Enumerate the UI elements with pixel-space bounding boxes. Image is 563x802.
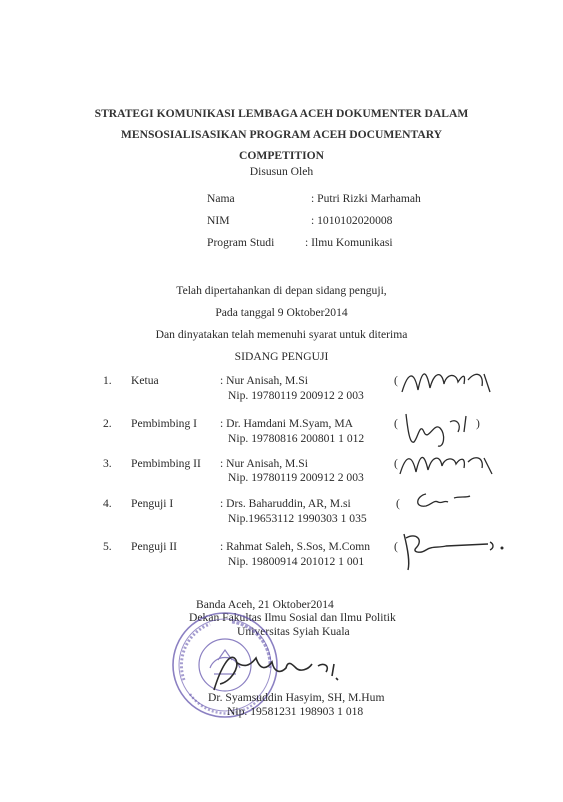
sig-open-paren: (: [394, 417, 398, 430]
place-date: Banda Aceh, 21 Oktober2014: [196, 598, 334, 611]
examiner-role: Pembimbing II: [131, 457, 201, 470]
title-line-2: MENSOSIALISASIKAN PROGRAM ACEH DOCUMENTARY: [120, 128, 443, 141]
examiner-no: 2.: [103, 417, 112, 430]
student-label-name: Nama: [207, 192, 235, 205]
signature-penguji-2: [398, 526, 508, 572]
examiner-role: Pembimbing I: [131, 417, 198, 430]
sig-open-paren: (: [394, 540, 398, 553]
student-label-nim: NIM: [207, 214, 230, 227]
statement-line-3: Dan dinyatakan telah memenuhi syarat untuk diterima: [155, 328, 408, 341]
examiner-no: 1.: [103, 374, 112, 387]
title-line-3: COMPETITION: [238, 149, 325, 162]
student-label-program: Program Studi: [207, 236, 275, 249]
statement-line-1: Telah dipertahankan di depan sidang penguji,: [176, 284, 387, 297]
dean-name: Dr. Syamsuddin Hasyim, SH, M.Hum: [208, 691, 385, 704]
student-value-name: : Putri Rizki Marhamah: [311, 192, 421, 205]
examiner-name: : Rahmat Saleh, S.Sos, M.Comn: [220, 540, 371, 553]
examiner-name: : Nur Anisah, M.Si: [220, 374, 308, 387]
examiner-no: 4.: [103, 497, 112, 510]
thesis-title: [60, 103, 503, 166]
examiner-name: : Nur Anisah, M.Si: [220, 457, 308, 470]
sig-open-paren: (: [396, 497, 400, 510]
examiner-role: Penguji II: [131, 540, 178, 553]
examiner-no: 3.: [103, 457, 112, 470]
student-value-nim: : 1010102020008: [311, 214, 393, 227]
examiner-no: 5.: [103, 540, 112, 553]
examiner-nip: Nip. 19800914 201012 1 001: [228, 555, 365, 568]
examiner-nip: Nip. 19780119 200912 2 003: [228, 471, 364, 484]
dean-position: Dekan Fakultas Ilmu Sosial dan Ilmu Politik: [189, 611, 396, 624]
disusun-oleh: Disusun Oleh: [249, 165, 314, 178]
examiner-nip: Nip. 19780119 200912 2 003: [228, 389, 364, 402]
examiner-role: Penguji I: [131, 497, 174, 510]
student-value-program: : Ilmu Komunikasi: [305, 236, 393, 249]
signature-pembimbing-1: [400, 402, 480, 452]
sig-open-paren: (: [394, 374, 398, 387]
sidang-penguji-heading: SIDANG PENGUJI: [234, 350, 329, 363]
signature-ketua: [398, 362, 498, 402]
dean-nip: Nip. 19581231 198903 1 018: [227, 705, 364, 718]
signature-pembimbing-2: [396, 446, 500, 482]
signature-penguji-1: [408, 488, 478, 512]
sig-close-paren: ): [476, 417, 480, 430]
examiner-nip: Nip.19653112 1990303 1 035: [228, 512, 367, 525]
examiner-role: Ketua: [131, 374, 159, 387]
statement-line-2: Pada tanggal 9 Oktober2014: [215, 306, 348, 319]
examiner-nip: Nip. 19780816 200801 1 012: [228, 432, 365, 445]
examiner-name: : Drs. Baharuddin, AR, M.si: [220, 497, 351, 510]
examiner-name: : Dr. Hamdani M.Syam, MA: [220, 417, 353, 430]
university-name: Universitas Syiah Kuala: [237, 625, 350, 638]
title-line-1: STRATEGI KOMUNIKASI LEMBAGA ACEH DOKUMENTER DALAM: [94, 107, 469, 120]
sig-open-paren: (: [394, 457, 398, 470]
